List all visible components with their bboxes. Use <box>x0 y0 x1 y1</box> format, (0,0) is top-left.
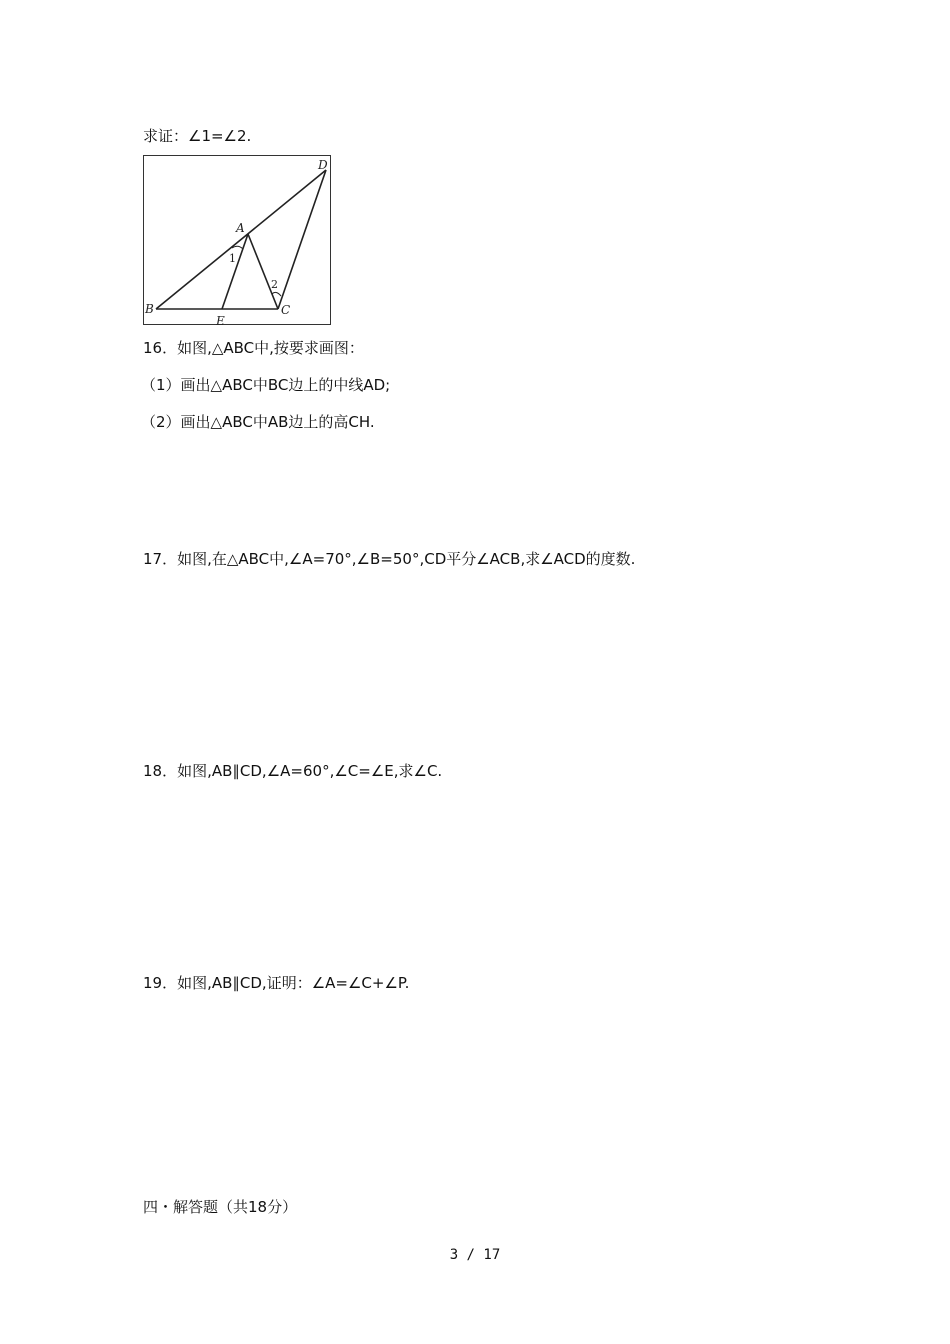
question-19: 19．如图,AB∥CD,证明：∠A=∠C+∠P. <box>143 974 410 992</box>
segment-bd <box>156 170 326 309</box>
label-a: A <box>236 221 245 235</box>
angle-1-arc <box>232 246 243 249</box>
question-16-stem: 16．如图,△ABC中,按要求画图： <box>143 339 364 357</box>
label-angle-1: 1 <box>229 252 236 265</box>
geometry-figure <box>143 155 331 325</box>
question-17: 17．如图,在△ABC中,∠A=70°,∠B=50°,CD平分∠ACB,求∠ACD的度数. <box>143 550 636 568</box>
question-16-part-1: （1）画出△ABC中BC边上的中线AD; <box>141 376 391 394</box>
label-e: E <box>216 314 225 326</box>
section-4-heading: 四・解答题（共18分） <box>143 1198 298 1216</box>
prove-statement: 求证：∠1=∠2. <box>143 127 252 145</box>
label-angle-2: 2 <box>271 278 278 291</box>
label-c: C <box>281 303 291 317</box>
segment-ac <box>248 234 278 309</box>
label-d: D <box>318 158 328 172</box>
geometry-diagram <box>144 156 332 326</box>
question-18: 18．如图,AB∥CD,∠A=60°,∠C=∠E,求∠C. <box>143 762 443 780</box>
page-number: 3 / 17 <box>449 1247 501 1263</box>
segment-cd <box>278 170 326 309</box>
question-16-part-2: （2）画出△ABC中AB边上的高CH. <box>141 413 375 431</box>
label-b: B <box>145 302 154 316</box>
